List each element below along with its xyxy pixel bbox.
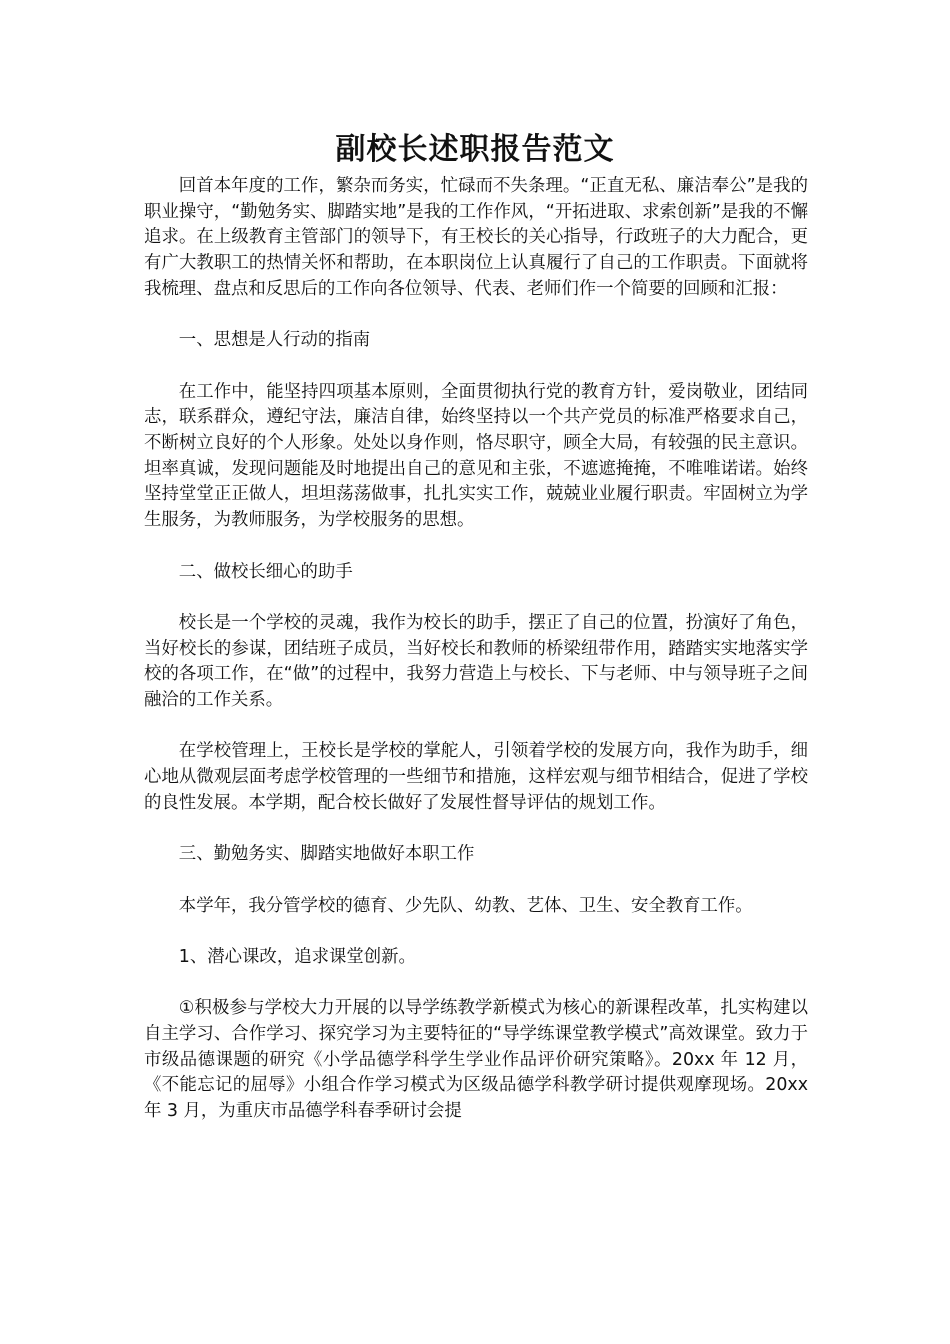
paragraph: 在工作中，能坚持四项基本原则，全面贯彻执行党的教育方针，爱岗敬业，团结同志，联系群众，遵纪守法，廉洁自律，始终坚持以一个共产党员的标准严格要求自己，不断树立良好的个人形象。处处以身作则，恪尽职守，顾全大局，有较强的民主意识。坦率真诚，发现问题能及时地提出自己的意见和主张，不遮遮掩掩，不唯唯诺诺。始终坚持堂堂正正做人，坦坦荡荡做事，扎扎实实工作，兢兢业业履行职责。牢固树立为学生服务，为教师服务，为学校服务的思想。 <box>144 381 808 531</box>
section-heading: 二、做校长细心的助手 <box>178 561 353 582</box>
document-body <box>144 174 808 1125</box>
document-title: 副校长述职报告范文 <box>335 132 615 167</box>
paragraph: 校长是一个学校的灵魂，我作为校长的助手，摆正了自己的位置，扮演好了角色，当好校长的参谋，团结班子成员，当好校长和教师的桥梁纽带作用，踏踏实实地落实学校的各项工作，在“做”的过程中，我努力营造上与校长、下与老师、中与领导班子之间融洽的工作关系。 <box>144 612 808 710</box>
paragraph: ①积极参与学校大力开展的以导学练教学新模式为核心的新课程改革，扎实构建以自主学习、合作学习、探究学习为主要特征的“导学练课堂教学模式”高效课堂。致力于市级品德课题的研究《小学品德学科学生学业作品评价研究策略》。20xx 年 12 月，《不能忘记的屈辱》小组合作学习模式为区级品德学科教学研讨提供观摩现场。20xx 年 3 月，为重庆市品德学科春季研讨会提 <box>144 998 808 1122</box>
paragraph: 回首本年度的工作，繁杂而务实，忙碌而不失条理。“正直无私、廉洁奉公”是我的职业操守，“勤勉务实、脚踏实地”是我的工作作风，“开拓进取、求索创新”是我的不懈追求。在上级教育主管部门的领导下，有王校长的关心指导，行政班子的大力配合，更有广大教职工的热情关怀和帮助，在本职岗位上认真履行了自己的工作职责。下面就将我梳理、盘点和反思后的工作向各位领导、代表、老师们作一个简要的回顾和汇报： <box>144 176 808 299</box>
section-heading: 一、思想是人行动的指南 <box>178 330 371 351</box>
paragraph: 本学年，我分管学校的德育、少先队、幼教、艺体、卫生、安全教育工作。 <box>178 895 753 916</box>
subsection-heading: 1、潜心课改，追求课堂创新。 <box>178 946 416 967</box>
section-heading: 三、勤勉务实、脚踏实地做好本职工作 <box>178 844 475 865</box>
paragraph: 在学校管理上，王校长是学校的掌舵人，引领着学校的发展方向，我作为助手，细心地从微观层面考虑学校管理的一些细节和措施，这样宏观与细节相结合，促进了学校的良性发展。本学期，配合校长做好了发展性督导评估的规划工作。 <box>144 741 808 813</box>
